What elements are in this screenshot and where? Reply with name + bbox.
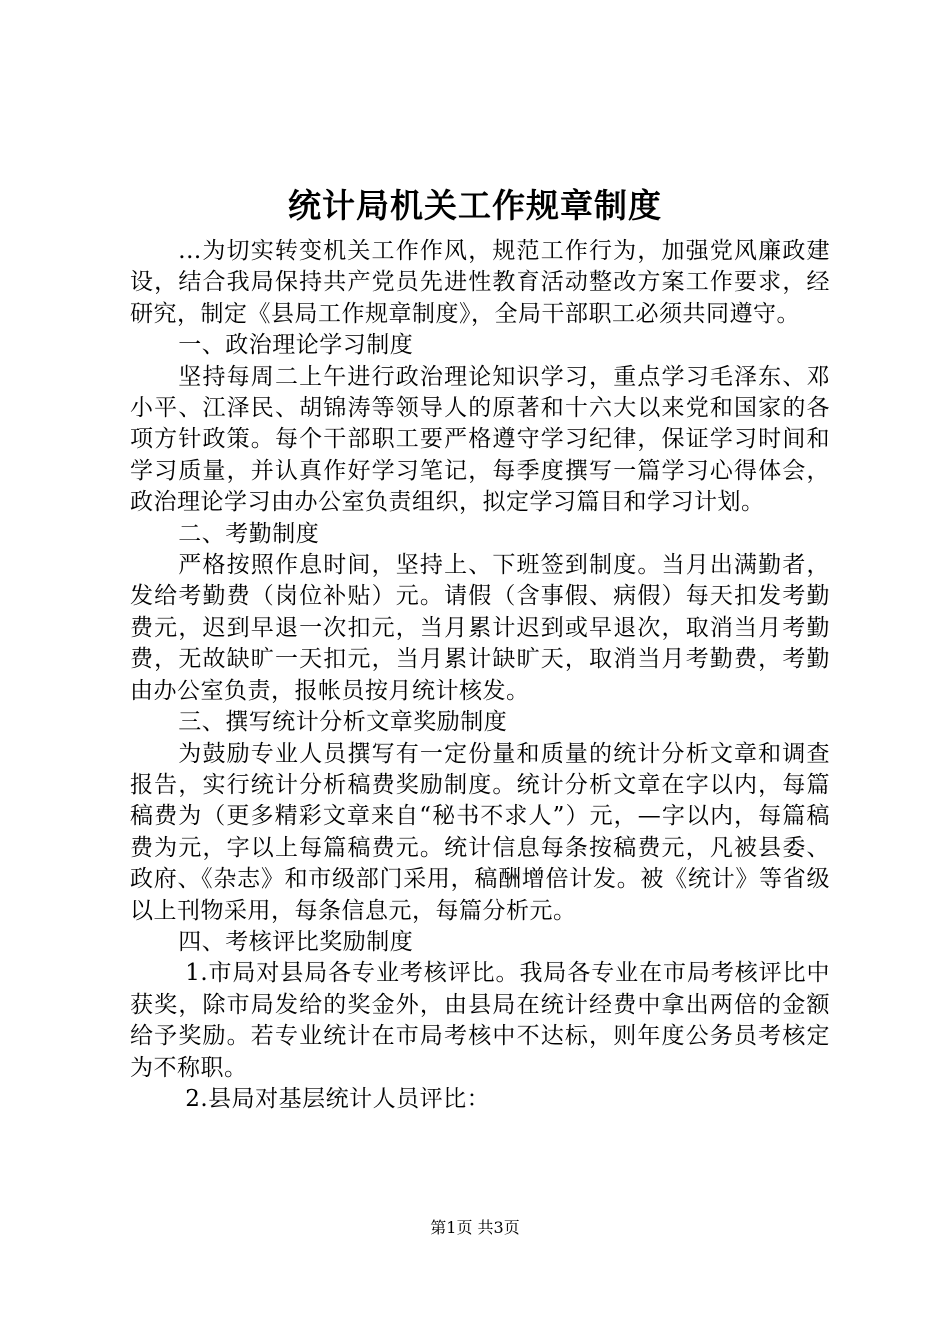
section-text-3: 为鼓励专业人员撰写有一定份量和质量的统计分析文章和调查报告，实行统计分析稿费奖励制度。统计分析文章在字以内，每篇稿费为（更多精彩文章来自“秘书不求人”）元，—字以内，每篇稿费为元，字以上每篇稿费元。统计信息每条按稿费元，凡被县委、政府、《杂志》和市级部门采用，稿酬增倍计发。被《统计》等省级以上刊物采用，每条信息元，每篇分析元。: [130, 740, 830, 924]
page-footer: 第1页 共3页: [430, 1218, 520, 1237]
document-title: 统计局机关工作规章制度: [288, 186, 662, 225]
section-heading-4: 四、考核评比奖励制度: [178, 928, 414, 955]
section-text-2: 严格按照作息时间，坚持上、下班签到制度。当月出满勤者，发给考勤费（岗位补贴）元。请假（含事假、病假）每天扣发考勤费元，迟到早退一次扣元，当月累计迟到或早退次，取消当月考勤费，无故缺旷一天扣元，当月累计缺旷天，取消当月考勤费，考勤由办公室负责，报帐员按月统计核发。: [130, 552, 830, 704]
document-body: [130, 236, 830, 1115]
section-item-4-1: 1.市局对县局各专业考核评比。我局各专业在市局考核评比中获奖，除市局发给的奖金外，由县局在统计经费中拿出两倍的金额给予奖励。若专业统计在市局考核中不达标，则年度公务员考核定为不称职。: [130, 960, 830, 1081]
section-heading-3: 三、撰写统计分析文章奖励制度: [178, 709, 508, 736]
section-item-4-2: 2.县局对基层统计人员评比：: [185, 1085, 491, 1112]
intro-paragraph: ...为切实转变机关工作作风，规范工作行为，加强党风廉政建设，结合我局保持共产党员先进性教育活动整改方案工作要求，经研究，制定《县局工作规章制度》，全局干部职工必须共同遵守。: [130, 238, 830, 327]
section-heading-1: 一、政治理论学习制度: [178, 332, 414, 359]
section-text-1: 坚持每周二上午进行政治理论知识学习，重点学习毛泽东、邓小平、江泽民、胡锦涛等领导人的原著和十六大以来党和国家的各项方针政策。每个干部职工要严格遵守学习纪律，保证学习时间和学习质量，并认真作好学习笔记，每季度撰写一篇学习心得体会，政治理论学习由办公室负责组织，拟定学习篇目和学习计划。: [130, 363, 830, 516]
section-heading-2: 二、考勤制度: [178, 520, 320, 547]
